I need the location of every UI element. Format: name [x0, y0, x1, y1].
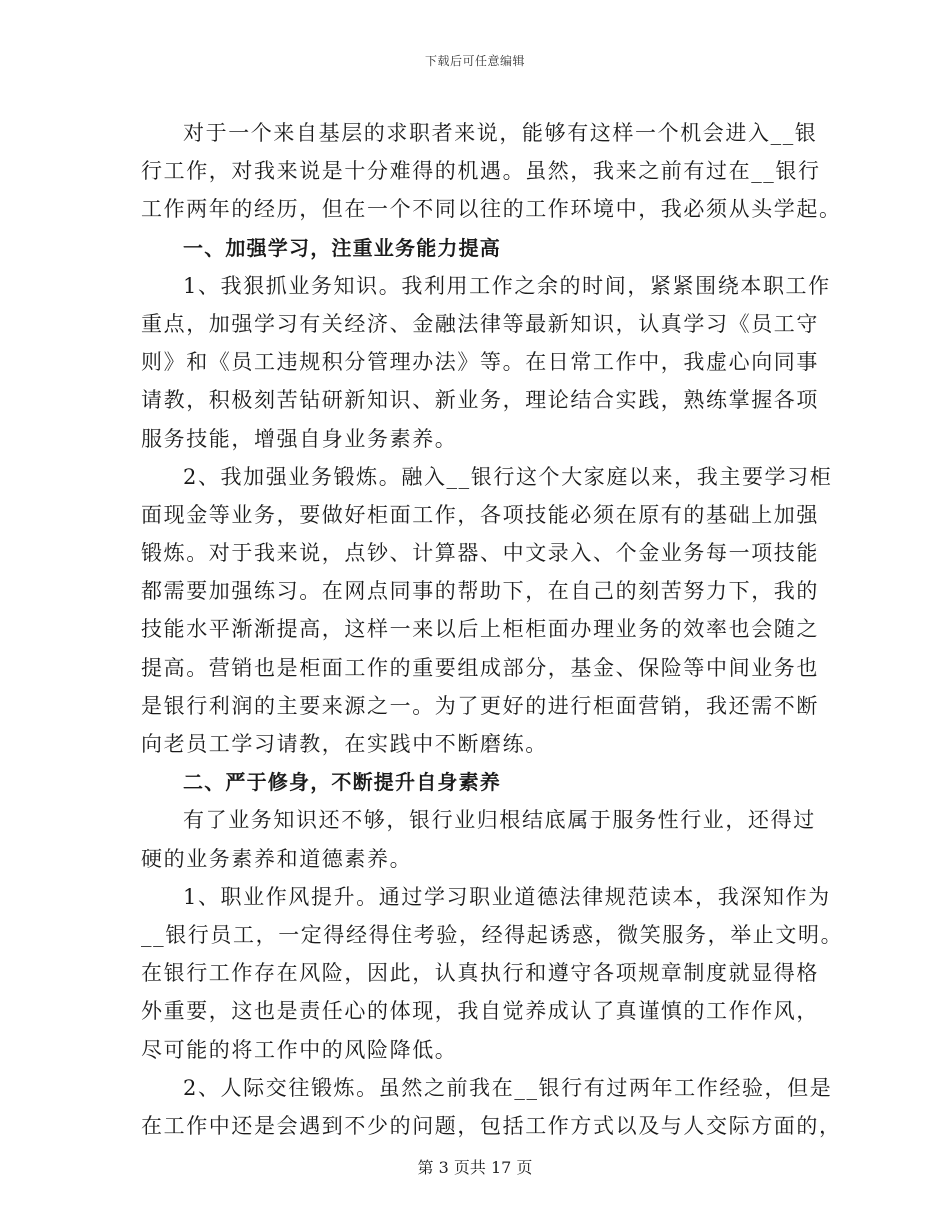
paragraph-line: 对于一个来自基层的求职者来说，能够有这样一个机会进入__银	[183, 121, 818, 145]
paragraph-line: 1、我狠抓业务知识。我利用工作之余的时间，紧紧围绕本职工作	[183, 273, 831, 298]
paragraph-line: 1、职业作风提升。通过学习职业道德法律规范读本，我深知作为	[183, 884, 831, 909]
paragraph-line: 锻炼。对于我来说，点钞、计算器、中文录入、个金业务每一项技能	[141, 541, 819, 566]
paragraph-line: 工作两年的经历，但在一个不同以往的工作环境中，我必须从头学起。	[141, 197, 842, 222]
paragraph-line: 请教，积极刻苦钻研新知识、新业务，理论结合实践，熟练掌握各项	[141, 388, 819, 413]
paragraph-line: 行工作，对我来说是十分难得的机遇。虽然，我来之前有过在__银行	[141, 159, 821, 184]
paragraph-line: 都需要加强练习。在网点同事的帮助下，在自己的刻苦努力下，我的	[141, 579, 819, 604]
paragraph-line: 面现金等业务，要做好柜面工作，各项技能必须在原有的基础上加强	[141, 502, 819, 527]
document-body	[141, 114, 844, 1145]
paragraph-line: 2、我加强业务锻炼。融入__银行这个大家庭以来，我主要学习柜	[183, 464, 833, 489]
paragraph-line: 技能水平渐渐提高，这样一来以后上柜柜面办理业务的效率也会随之	[141, 617, 819, 642]
section-heading-2: 二、严于修身，不断提升自身素养	[183, 770, 501, 795]
paragraph-line: 在银行工作存在风险，因此，认真执行和遵守各项规章制度就显得格	[141, 961, 819, 986]
paragraph-line: 则》和《员工违规积分管理办法》等。在日常工作中，我虚心向同事	[141, 350, 819, 375]
paragraph-line: 硬的业务素养和道德素养。	[141, 846, 413, 871]
paragraph-line: 尽可能的将工作中的风险降低。	[141, 1037, 458, 1062]
paragraph-line: 是银行利润的主要来源之一。为了更好的进行柜面营销，我还需不断	[141, 693, 819, 718]
paragraph-line: 在工作中还是会遇到不少的问题，包括工作方式以及与人交际方面的，	[141, 1113, 842, 1138]
section-heading-1: 一、加强学习，注重业务能力提高	[183, 235, 501, 260]
paragraph-line: 2、人际交往锻炼。虽然之前我在__银行有过两年工作经验，但是	[183, 1075, 833, 1100]
page-header: 下载后可任意编辑	[424, 54, 525, 68]
paragraph-line: 向老员工学习请教，在实践中不断磨练。	[141, 732, 548, 756]
paragraph-line: 外重要，这也是责任心的体现，我自觉养成认了真谨慎的工作作风，	[141, 999, 819, 1024]
paragraph-line: 有了业务知识还不够，银行业归根结底属于服务性行业，还得过	[183, 808, 816, 833]
paragraph-line: 重点，加强学习有关经济、金融法律等最新知识，认真学习《员工守	[141, 311, 819, 336]
paragraph-line: __银行员工，一定得经得住考验，经得起诱惑，微笑服务，举止文明。	[141, 922, 844, 947]
paragraph-line: 服务技能，增强自身业务素养。	[141, 426, 458, 451]
page-number-footer: 第 3 页共 17 页	[417, 1158, 533, 1177]
paragraph-line: 提高。营销也是柜面工作的重要组成部分，基金、保险等中间业务也	[141, 655, 819, 680]
